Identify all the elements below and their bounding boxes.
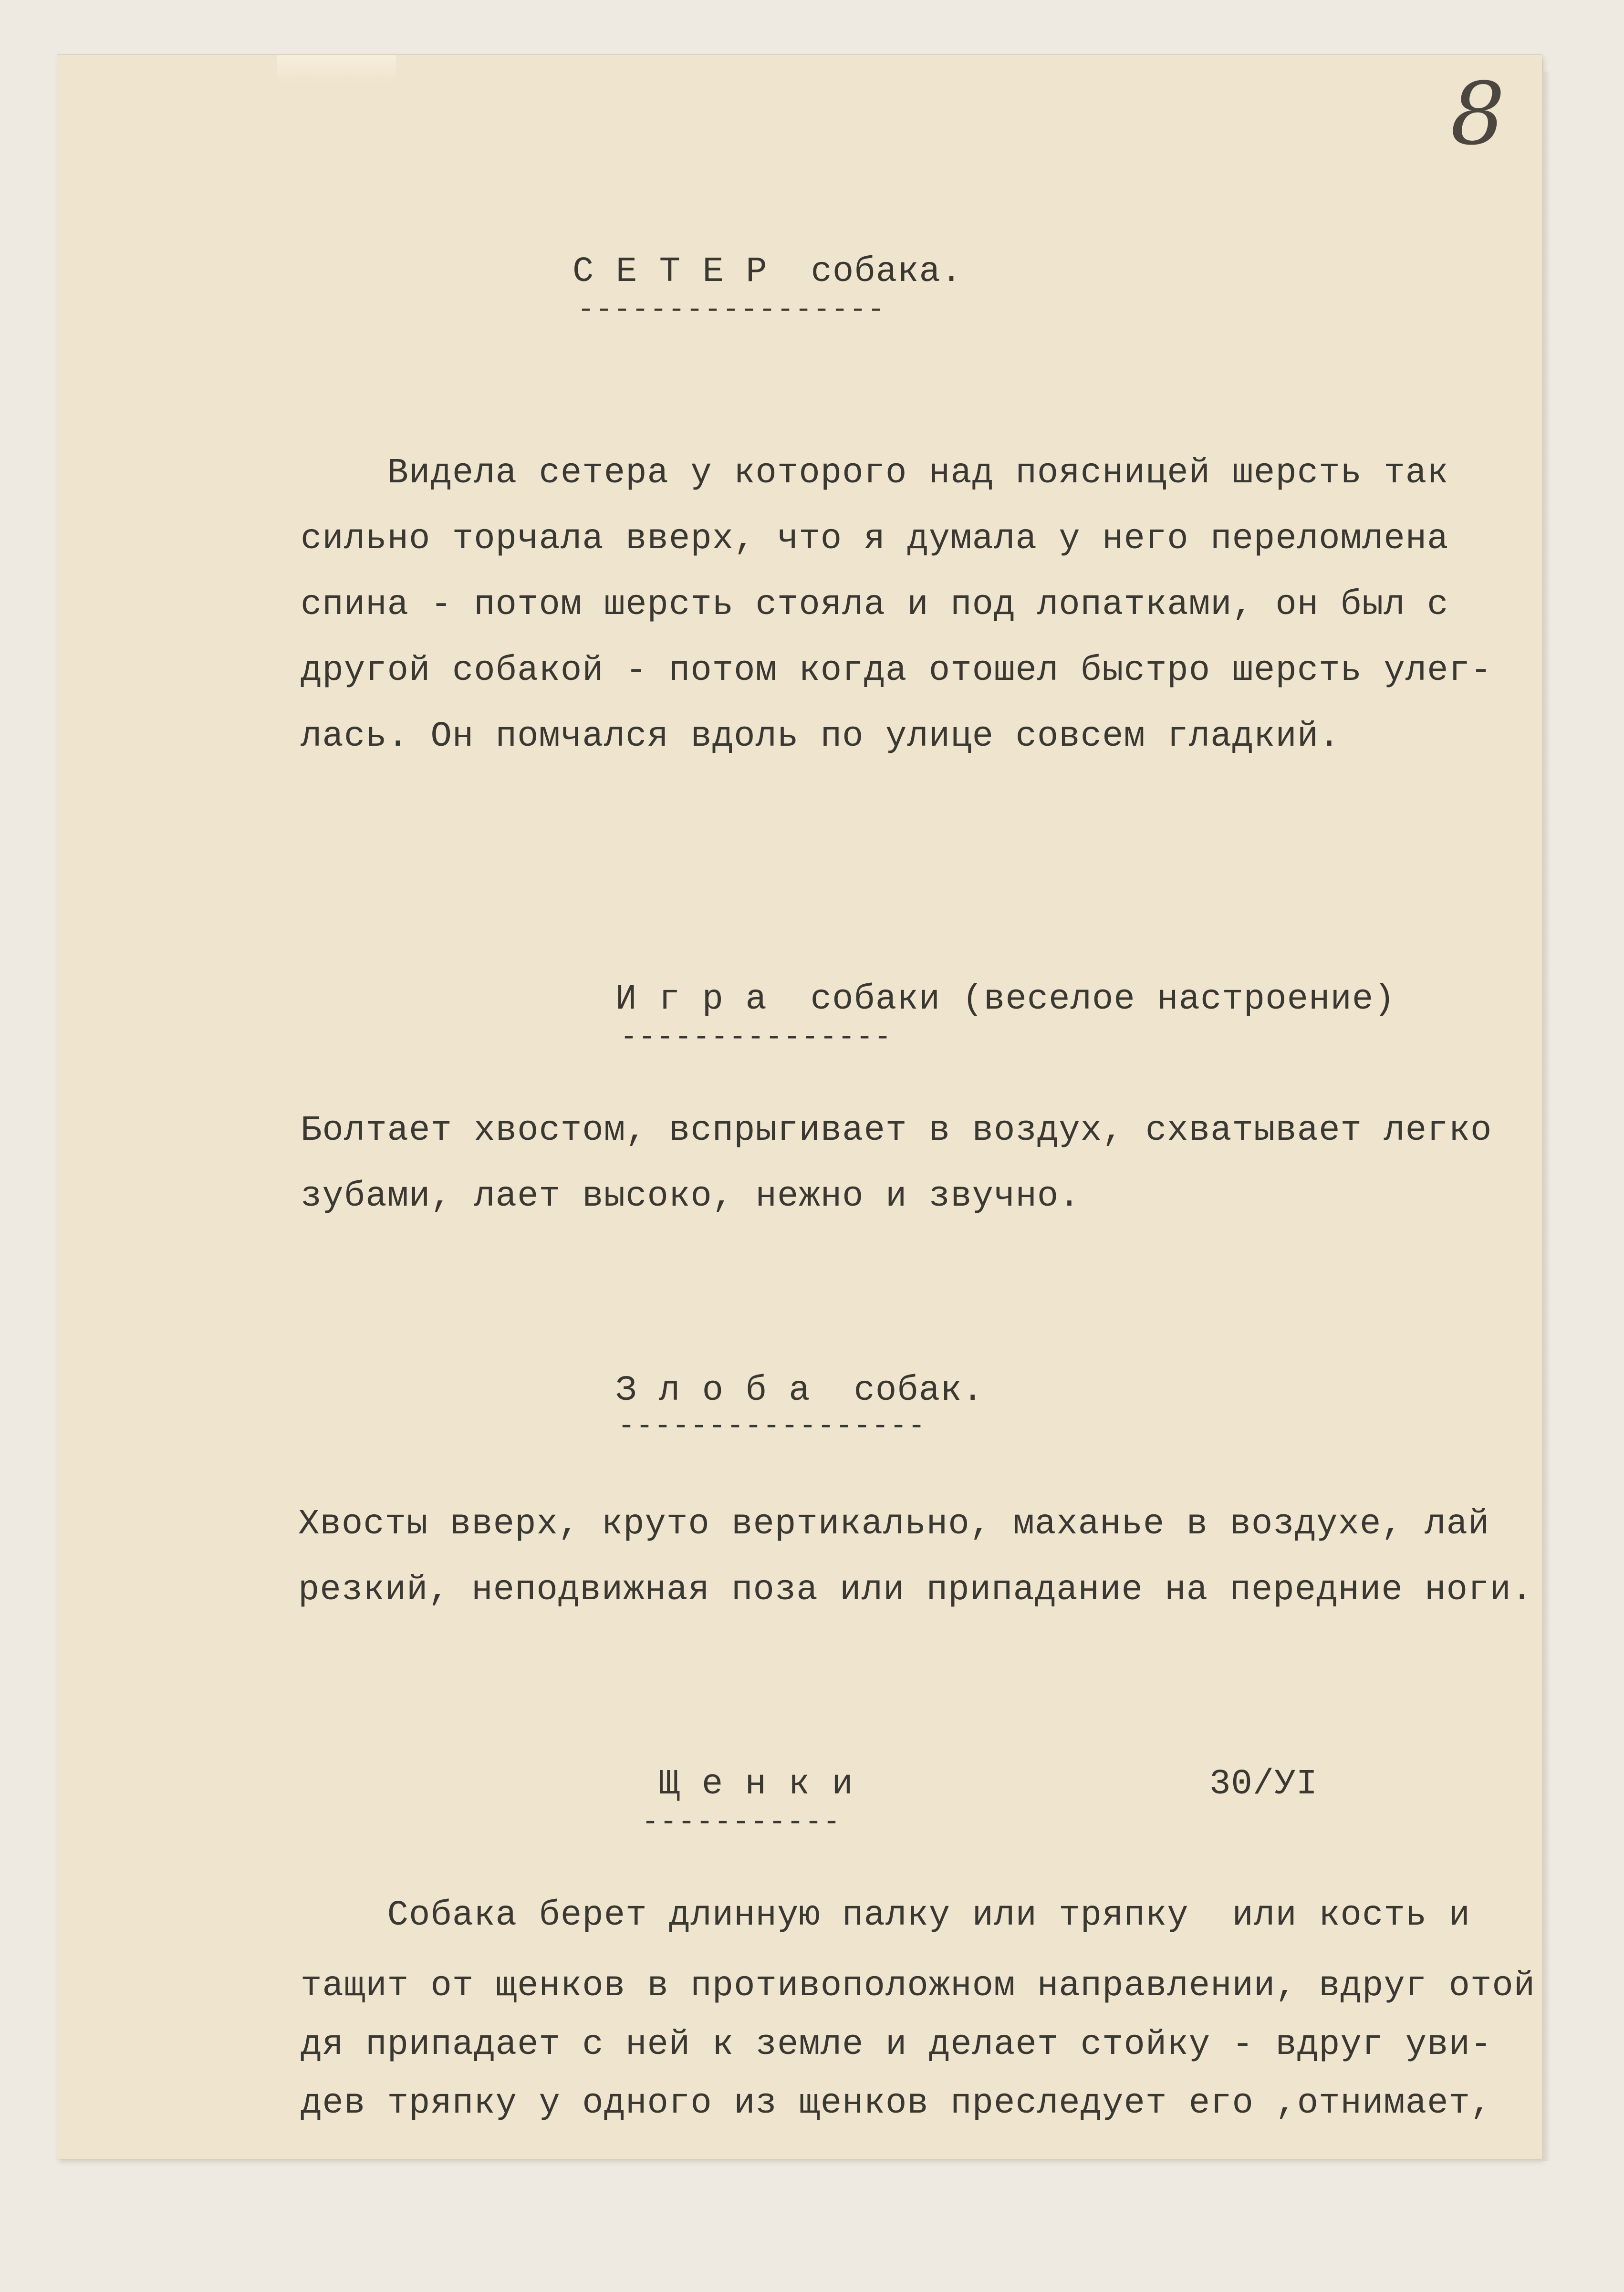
text-line: Болтает хвостом, вспрыгивает в воздух, схватывает легко (301, 1111, 1492, 1151)
text-line: сильно торчала вверх, что я думала у него переломлена (301, 519, 1449, 559)
section-heading-dog-play: И г р а собаки (веселое настроение) (615, 979, 1395, 1020)
text-line: лась. Он помчался вдоль по улице совсем гладкий. (301, 717, 1341, 757)
text-line: тащит от щенков в противоположном направлении, вдруг отой (301, 1966, 1536, 2006)
section-heading-puppies: Щ е н к и (658, 1764, 854, 1804)
section-heading-setter: С Е Т Е Р собака. (573, 252, 963, 292)
text-line: зубами, лает высоко, нежно и звучно. (301, 1177, 1081, 1217)
text-line: Собака берет длинную палку или тряпку или кость и (301, 1896, 1470, 1936)
text-line: дя припадает с ней к земле и делает стойку - вдруг уви- (301, 2025, 1492, 2065)
heading-underline: ----------------- (577, 294, 886, 326)
text-line: Хвосты вверх, круто вертикально, маханье в воздухе, лай (298, 1504, 1490, 1544)
sheet-edge-shadow (1542, 72, 1551, 2161)
text-line: Видела сетера у которого над поясницей шерсть так (301, 453, 1449, 493)
torn-paper-edge (277, 55, 396, 83)
page-number: 8 (1450, 64, 1505, 164)
section-heading-dog-anger: З л о б а собак. (615, 1371, 984, 1411)
text-line: спина - потом шерсть стояла и под лопатками, он был с (301, 585, 1449, 625)
text-line: дев тряпку у одного из щенков преследует его ,отнимает, (301, 2084, 1492, 2124)
text-line: резкий, неподвижная поза или припадание на передние ноги. (298, 1570, 1533, 1610)
text-line: другой собакой - потом когда отошел быстро шерсть улег- (301, 651, 1492, 691)
section-date: 30/УI (1209, 1764, 1318, 1804)
heading-underline: --------------- (620, 1021, 893, 1054)
heading-underline: ----------------- (618, 1410, 927, 1443)
heading-underline: ----------- (642, 1806, 842, 1839)
